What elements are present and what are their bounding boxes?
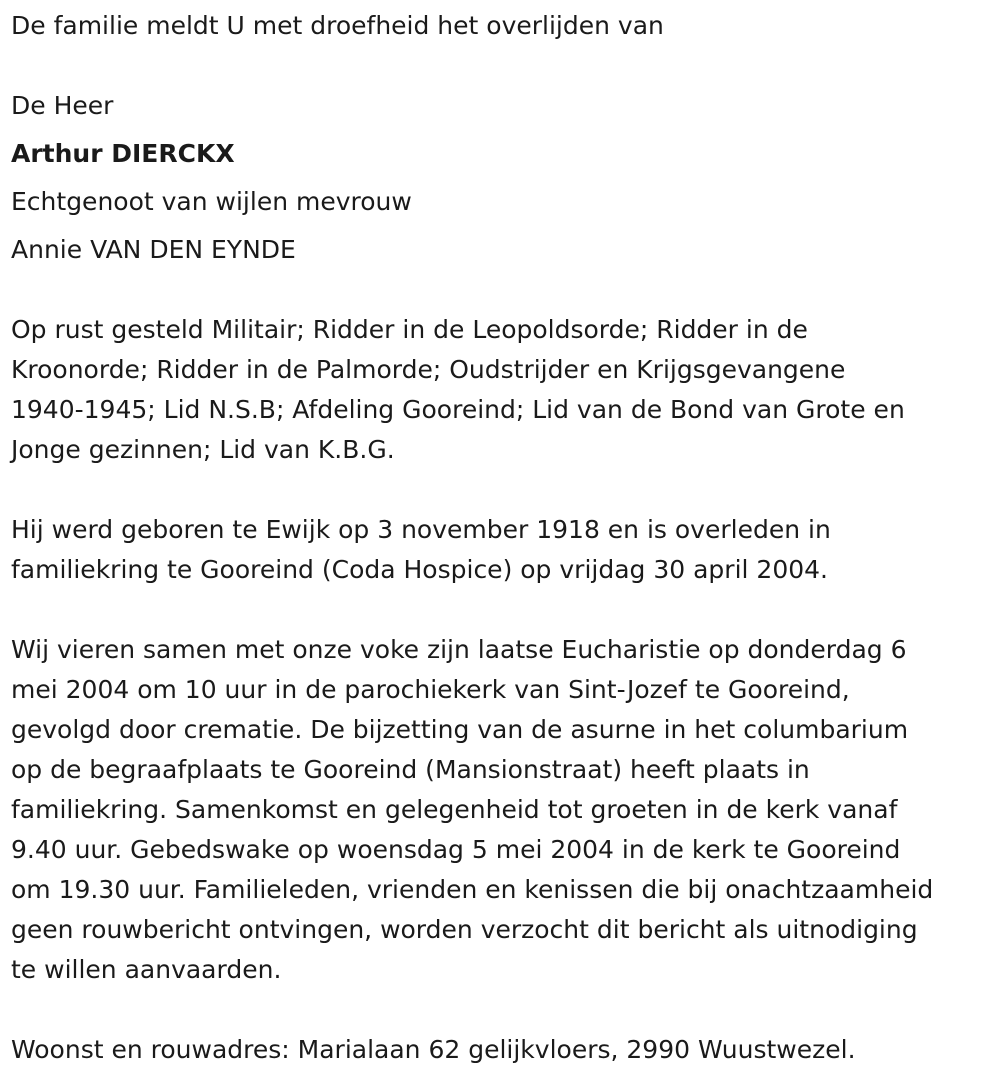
ceremony-line: op de begraafplaats te Gooreind (Mansionstraat) heeft plaats in <box>11 755 810 784</box>
spacer <box>11 270 1000 310</box>
ceremony-line: Wij vieren samen met onze voke zijn laatse Eucharistie op donderdag 6 <box>11 635 907 664</box>
honors-line: Jonge gezinnen; Lid van K.B.G. <box>11 435 395 464</box>
spouse-name: Annie VAN DEN EYNDE <box>11 235 296 264</box>
honors-line: 1940-1945; Lid N.S.B; Afdeling Gooreind; Lid van de Bond van Grote en <box>11 395 905 424</box>
spacer <box>11 990 1000 1030</box>
spouse-label: Echtgenoot van wijlen mevrouw <box>11 187 412 216</box>
ceremony-line: gevolgd door crematie. De bijzetting van de asurne in het columbarium <box>11 715 909 744</box>
spacer <box>11 46 1000 86</box>
ceremony-line: mei 2004 om 10 uur in de parochiekerk van Sint-Jozef te Gooreind, <box>11 675 850 704</box>
intro-text: De familie meldt U met droefheid het overlijden van <box>11 11 664 40</box>
honors-paragraph <box>11 310 1000 470</box>
ceremony-paragraph <box>11 630 1000 990</box>
spacer <box>11 470 1000 510</box>
honors-line: Op rust gesteld Militair; Ridder in de Leopoldsorde; Ridder in de <box>11 315 808 344</box>
ceremony-line: familiekring. Samenkomst en gelegenheid tot groeten in de kerk vanaf <box>11 795 898 824</box>
ceremony-line: geen rouwbericht ontvingen, worden verzocht dit bericht als uitnodiging <box>11 915 918 944</box>
ceremony-line: te willen aanvaarden. <box>11 955 282 984</box>
deceased-name: Arthur DIERCKX <box>11 139 235 168</box>
birth-death-line: familiekring te Gooreind (Coda Hospice) op vrijdag 30 april 2004. <box>11 555 828 584</box>
birth-death-line: Hij werd geboren te Ewijk op 3 november 1918 en is overleden in <box>11 515 831 544</box>
ceremony-line: om 19.30 uur. Familieleden, vrienden en kenissen die bij onachtzaamheid <box>11 875 934 904</box>
ceremony-line: 9.40 uur. Gebedswake op woensdag 5 mei 2004 in de kerk te Gooreind <box>11 835 901 864</box>
honors-line: Kroonorde; Ridder in de Palmorde; Oudstrijder en Krijgsgevangene <box>11 355 846 384</box>
honorific: De Heer <box>11 91 114 120</box>
address-text: Woonst en rouwadres: Marialaan 62 gelijkvloers, 2990 Wuustwezel. <box>11 1035 856 1064</box>
birth-death-paragraph <box>11 510 1000 590</box>
spacer <box>11 590 1000 630</box>
